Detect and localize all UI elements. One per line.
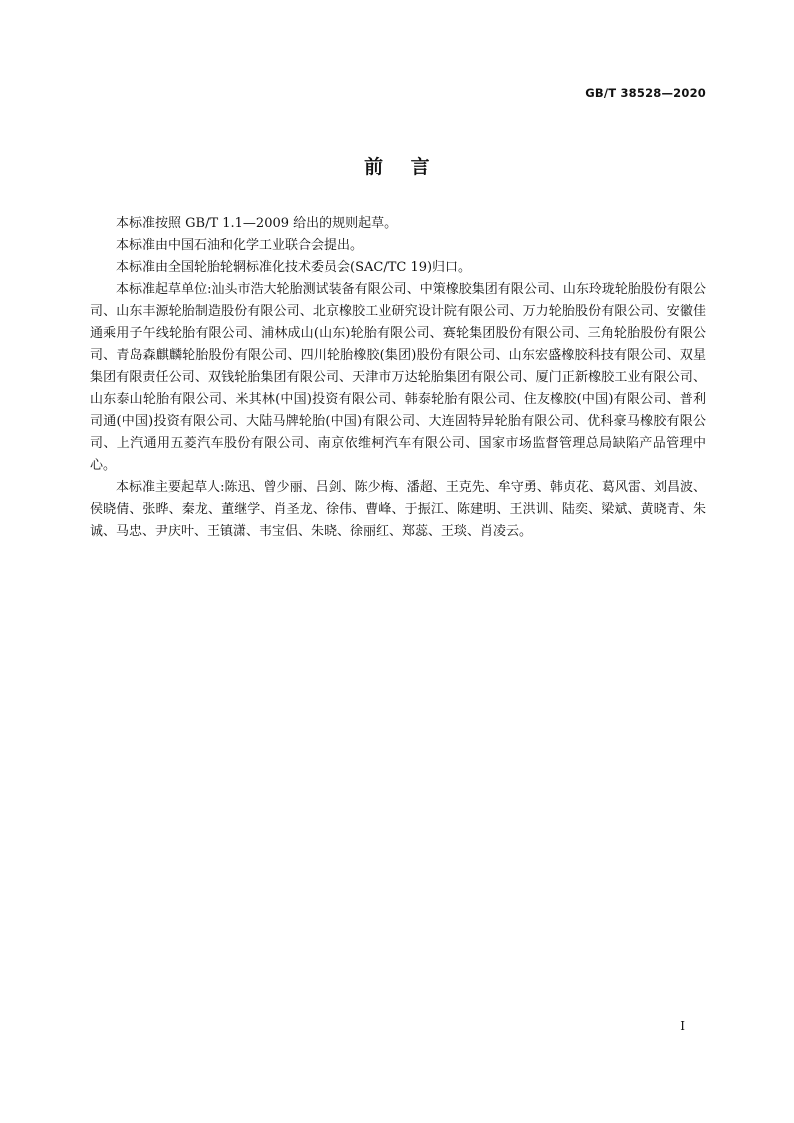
paragraph-drafting-units: 本标准起草单位:汕头市浩大轮胎测试装备有限公司、中策橡胶集团有限公司、山东玲珑轮胎股份有限公司、山东丰源轮胎制造股份有限公司、北京橡胶工业研究设计院有限公司、万力轮胎股份有限公司、安徽佳通乘用子午线轮胎有限公司、浦林成山(山东)轮胎有限公司、赛轮集团股份有限公司、三角轮胎股份有限公司、青岛森麒麟轮胎股份有限公司、四川轮胎橡胶(集团)股份有限公司、山东宏盛橡胶科技有限公司、双星集团有限责任公司、双钱轮胎集团有限公司、天津市万达轮胎集团有限公司、厦门正新橡胶工业有限公司、山东泰山轮胎有限公司、米其林(中国)投资有限公司、韩泰轮胎有限公司、住友橡胶(中国)有限公司、普利司通(中国)投资有限公司、大陆马牌轮胎(中国)有限公司、大连固特异轮胎有限公司、优科豪马橡胶有限公司、上汽通用五菱汽车股份有限公司、南京依维柯汽车有限公司、国家市场监督管理总局缺陷产品管理中心。 xyxy=(90,282,706,473)
paragraph-drafting-rules: 本标准按照 GB/T 1.1—2009 给出的规则起草。 xyxy=(116,216,398,231)
paragraph-proposer: 本标准由中国石油和化学工业联合会提出。 xyxy=(116,238,364,253)
paragraph-main-drafters: 本标准主要起草人:陈迅、曾少丽、吕剑、陈少梅、潘超、王克先、牟守勇、韩贞花、葛风雷、刘昌波、侯晓倩、张晔、秦龙、董继学、肖圣龙、徐伟、曹峰、于振江、陈建明、王洪训、陆奕、梁斌、黄晓青、朱诚、马忠、尹庆叶、王镇潇、韦宝侣、朱晓、徐丽红、郑蕊、王琰、肖凌云。 xyxy=(90,480,706,539)
document-body xyxy=(90,213,706,543)
paragraph-technical-committee: 本标准由全国轮胎轮辋标准化技术委员会(SAC/TC 19)归口。 xyxy=(116,260,472,275)
page-title: 前 言 xyxy=(364,156,430,178)
standard-number: GB/T 38528—2020 xyxy=(585,86,706,100)
page-number: I xyxy=(680,1019,685,1033)
